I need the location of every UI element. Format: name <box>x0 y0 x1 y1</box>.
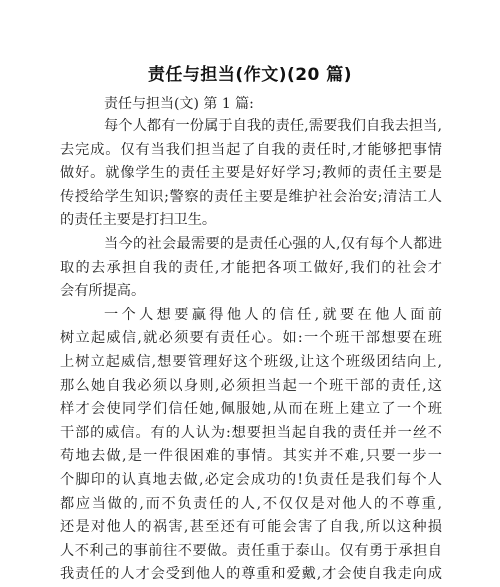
body-line: 取的去承担自我的责任,才能把各项工做好,我们的社会才 <box>60 259 442 276</box>
body-line: 还是对他人的祸害,甚至还有可能会害了自我,所以这种损 <box>60 519 442 536</box>
section-heading: 责任与担当(文) 第 1 篇: <box>104 96 254 112</box>
body-line: 苟地去做,是一件很困难的事情。其实并不难,只要一步一 <box>60 448 442 465</box>
essay-body <box>60 115 442 587</box>
body-line: 一个人想要赢得他人的信任,就要在他人面前 <box>104 306 442 323</box>
body-line: 那么她自我必须以身则,必须担当起一个班干部的责任,这 <box>60 377 442 394</box>
body-line: 传授给学生知识;警察的责任主要是维护社会治安;清洁工人 <box>60 188 442 205</box>
document-title: 责任与担当(作文)(20 篇) <box>147 65 353 85</box>
body-line: 树立起威信,就必须要有责任心。如:一个班干部想要在班 <box>60 330 442 347</box>
body-line: 当今的社会最需要的是责任心强的人,仅有每个人都进 <box>104 235 442 252</box>
body-line: 干部的威信。有的人认为:想要担当起自我的责任并一丝不 <box>60 424 442 441</box>
body-line: 上树立起威信,想要管理好这个班级,让这个班级团结向上, <box>60 353 442 370</box>
body-line: 每个人都有一份属于自我的责任,需要我们自我去担当, <box>104 118 442 134</box>
body-line: 会有所提高。 <box>60 283 146 300</box>
body-line: 样才会使同学们信任她,佩服她,从而在班上建立了一个班 <box>60 401 442 418</box>
body-line: 都应当做的,而不负责任的人,不仅仅是对他人的不尊重, <box>60 495 442 512</box>
body-line: 的责任主要是打扫卫生。 <box>60 212 217 229</box>
body-line: 去完成。仅有当我们担当起了自我的责任时,才能够把事情 <box>60 141 442 158</box>
body-line: 个脚印的认真地去做,必定会成功的!负责任是我们每个人 <box>60 471 442 488</box>
body-line: 我责任的人才会受到他人的尊重和爱戴,才会使自我走向成 <box>60 566 442 583</box>
body-line: 做好。就像学生的责任主要是好好学习;教师的责任主要是 <box>60 165 442 182</box>
body-line: 人不利己的事前往不要做。责任重于泰山。仅有勇于承担自 <box>60 542 442 559</box>
